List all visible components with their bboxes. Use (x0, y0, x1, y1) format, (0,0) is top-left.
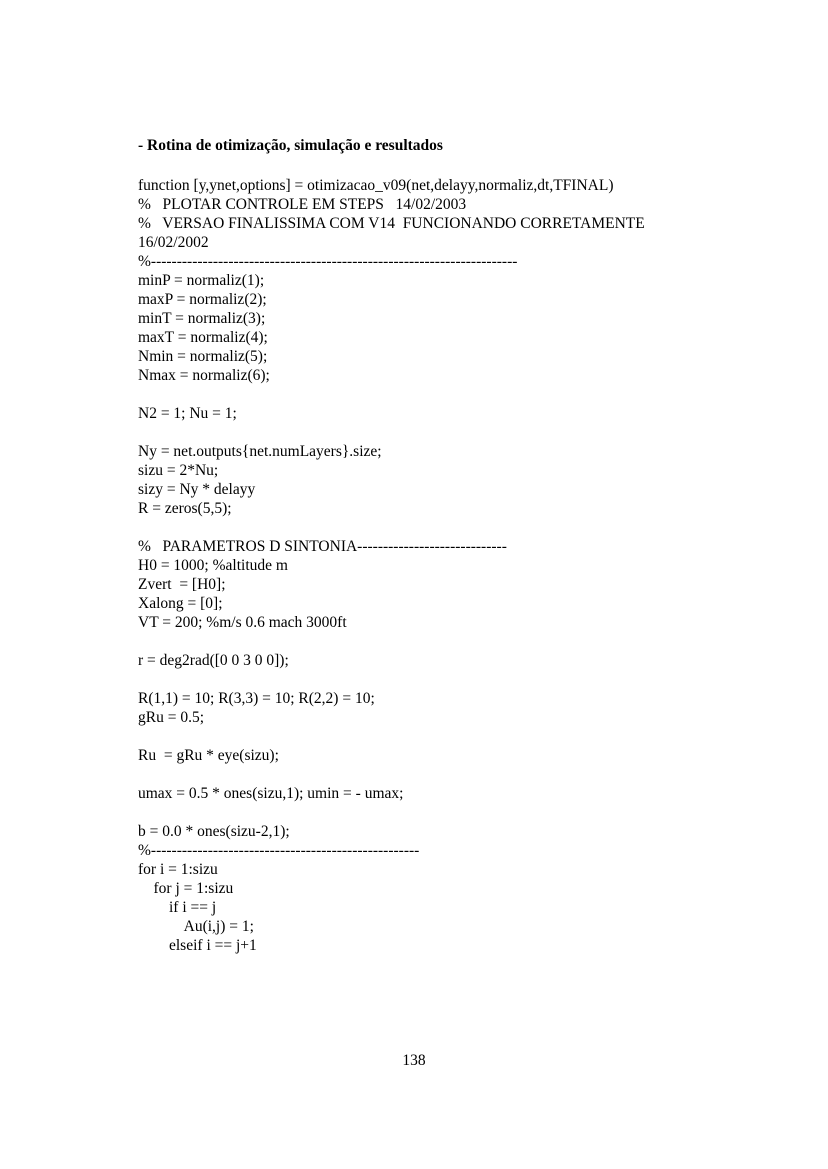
code-line: H0 = 1000; %altitude m (138, 556, 288, 574)
code-line: Nmin = normaliz(5); (138, 347, 268, 365)
code-line: N2 = 1; Nu = 1; (138, 404, 237, 422)
code-line (138, 632, 808, 651)
code-line: VT = 200; %m/s 0.6 mach 3000ft (138, 613, 347, 631)
code-line (138, 423, 808, 442)
code-line: b = 0.0 * ones(sizu-2,1); (138, 822, 290, 840)
code-line: sizu = 2*Nu; (138, 461, 219, 479)
code-line: for j = 1:sizu (138, 879, 234, 897)
code-line: umax = 0.5 * ones(sizu,1); umin = - umax; (138, 784, 404, 802)
code-line: for i = 1:sizu (138, 860, 218, 878)
code-line (138, 670, 808, 689)
code-line: maxP = normaliz(2); (138, 290, 267, 308)
code-line: Ny = net.outputs{net.numLayers}.size; (138, 442, 382, 460)
code-line: %---------------------------------------------------- (138, 841, 420, 859)
code-line: R = zeros(5,5); (138, 499, 232, 517)
code-line: 16/02/2002 (138, 233, 209, 251)
code-line: maxT = normaliz(4); (138, 328, 268, 346)
code-line: %----------------------------------------------------------------------- (138, 252, 518, 270)
code-line (138, 803, 808, 822)
code-line: Ru = gRu * eye(sizu); (138, 746, 279, 764)
code-line: Xalong = [0]; (138, 594, 223, 612)
code-line: % VERSAO FINALISSIMA COM V14 FUNCIONANDO CORRETAMENTE (138, 214, 645, 232)
code-line: r = deg2rad([0 0 3 0 0]); (138, 651, 289, 669)
code-line: function [y,ynet,options] = otimizacao_v09(net,delayy,normaliz,dt,TFINAL) (138, 176, 614, 194)
code-line (138, 727, 808, 746)
code-line: % PLOTAR CONTROLE EM STEPS 14/02/2003 (138, 195, 467, 213)
page-number: 138 (402, 1052, 426, 1069)
code-line: Zvert = [H0]; (138, 575, 226, 593)
code-line: % PARAMETROS D SINTONIA----------------------------- (138, 537, 507, 555)
code-line: Nmax = normaliz(6); (138, 366, 270, 384)
code-line: Au(i,j) = 1; (138, 917, 254, 935)
code-line (138, 385, 808, 404)
section-heading: - Rotina de otimização, simulação e resultados (138, 137, 443, 154)
code-line: gRu = 0.5; (138, 708, 205, 726)
code-line: sizy = Ny * delayy (138, 480, 256, 498)
code-line (138, 765, 808, 784)
code-line: minT = normaliz(3); (138, 309, 266, 327)
code-line: if i == j (138, 898, 217, 916)
code-line: R(1,1) = 10; R(3,3) = 10; R(2,2) = 10; (138, 689, 375, 707)
code-line: minP = normaliz(1); (138, 271, 265, 289)
code-line: elseif i == j+1 (138, 936, 257, 954)
code-listing (138, 176, 808, 955)
code-line (138, 518, 808, 537)
